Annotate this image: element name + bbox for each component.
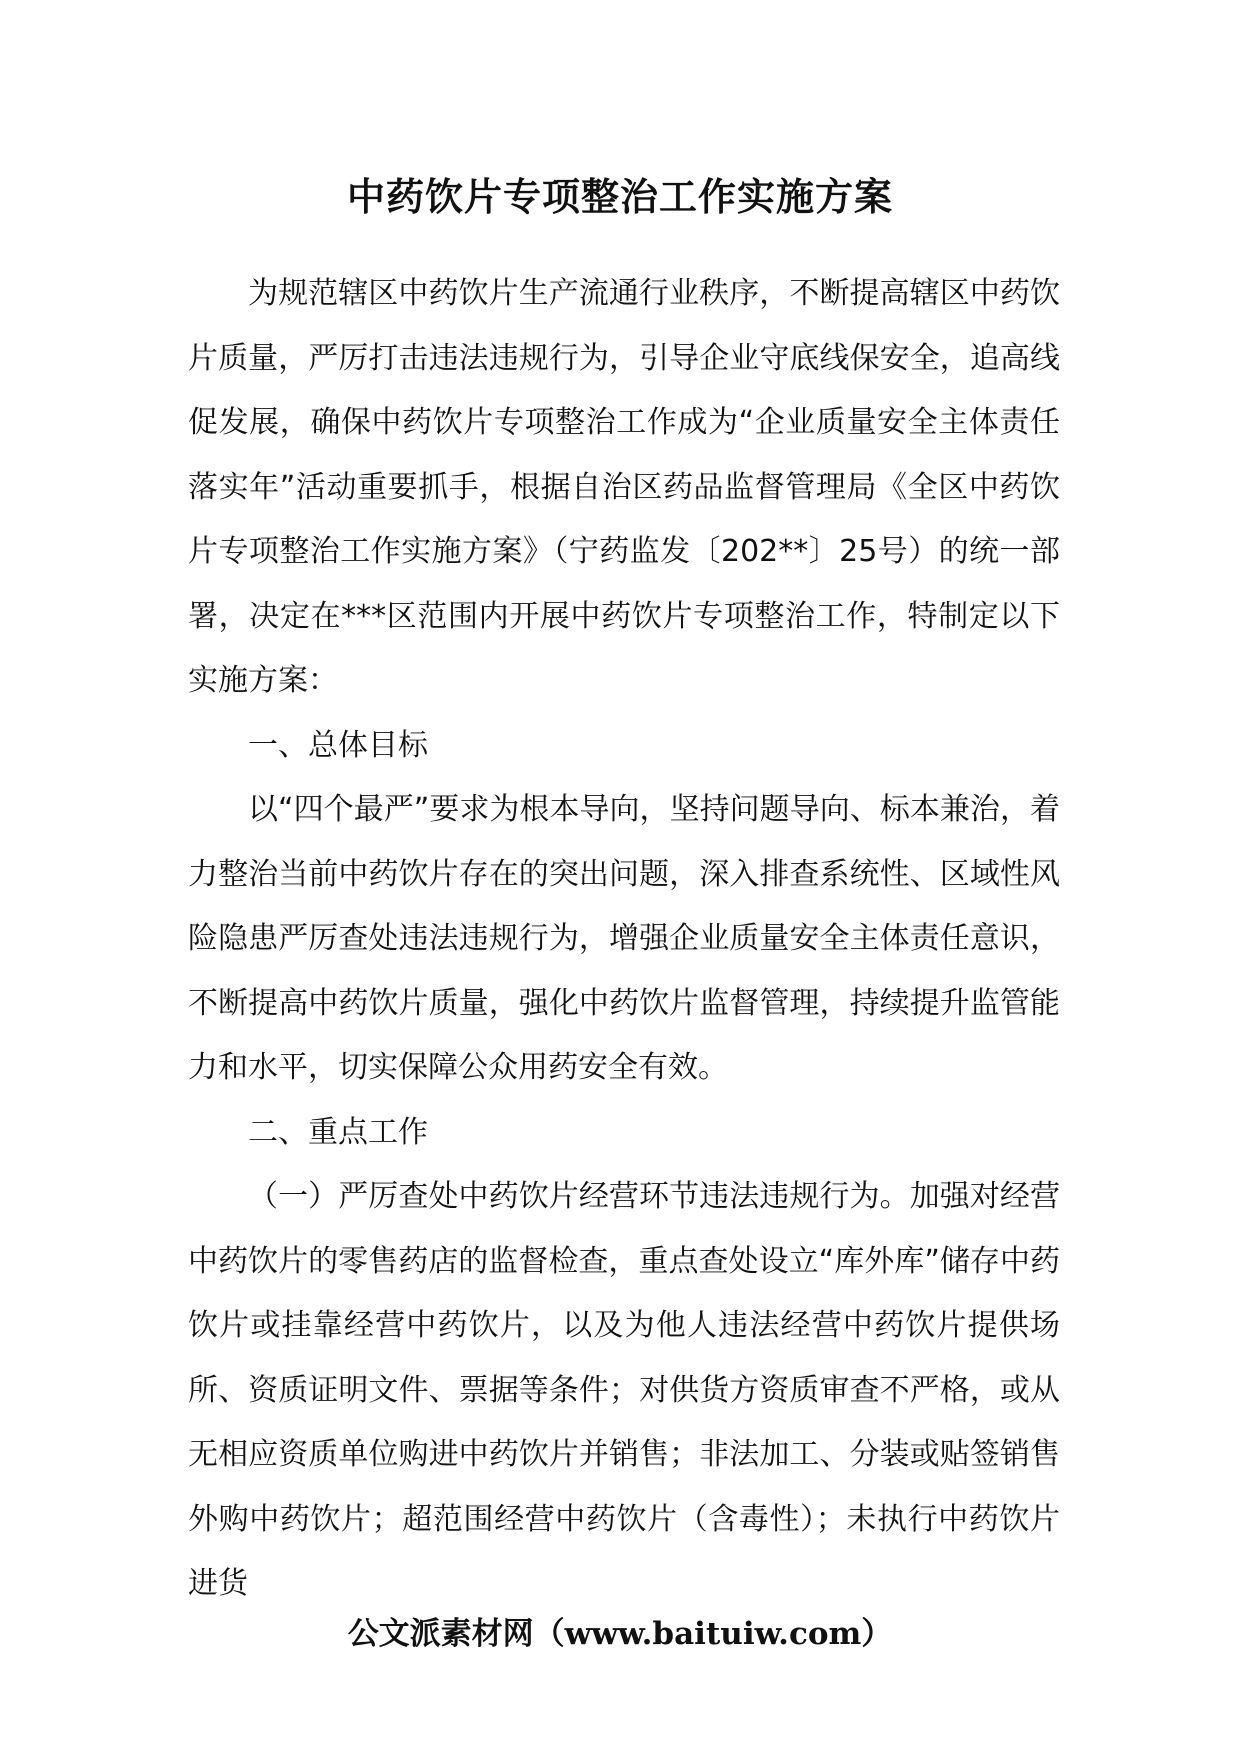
paragraph-intro: 为规范辖区中药饮片生产流通行业秩序，不断提高辖区中药饮片质量，严厉打击违法违规行为，引导企业守底线保安全，追高线促发展，确保中药饮片专项整治工作成为“企业质量安全主体责任落实年”活动重要抓手，根据自治区药品监督管理局《全区中药饮片专项整治工作实施方案》（宁药监发〔202**〕25号）的统一部署，决定在***区范围内开展中药饮片专项整治工作，特制定以下实施方案： — [188, 276, 1060, 698]
section-heading-key-work: 二、重点工作 — [248, 1114, 428, 1150]
document-title: 中药饮片专项整治工作实施方案 — [346, 174, 893, 219]
source-footer: 公文派素材网（www.baituiw.com） — [347, 1616, 893, 1652]
section-heading-overall-goal: 一、总体目标 — [248, 727, 428, 763]
paragraph-key-work-1: （一）严厉查处中药饮片经营环节违法违规行为。加强对经营中药饮片的零售药店的监督检查，重点查处设立“库外库”储存中药饮片或挂靠经营中药饮片，以及为他人违法经营中药饮片提供场所、资质证明文件、票据等条件；对供货方资质审查不严格，或从无相应资质单位购进中药饮片并销售；非法加工、分装或贴签销售外购中药饮片；超范围经营中药饮片（含毒性）；未执行中药饮片进货 — [188, 1179, 1060, 1601]
document-body — [188, 262, 1060, 1617]
paragraph-overall-goal: 以“四个最严”要求为根本导向，坚持问题导向、标本兼治，着力整治当前中药饮片存在的突出问题，深入排查系统性、区域性风险隐患严厉查处违法违规行为，增强企业质量安全主体责任意识，不断提高中药饮片质量，强化中药饮片监督管理，持续提升监管能力和水平，切实保障公众用药安全有效。 — [188, 792, 1060, 1085]
